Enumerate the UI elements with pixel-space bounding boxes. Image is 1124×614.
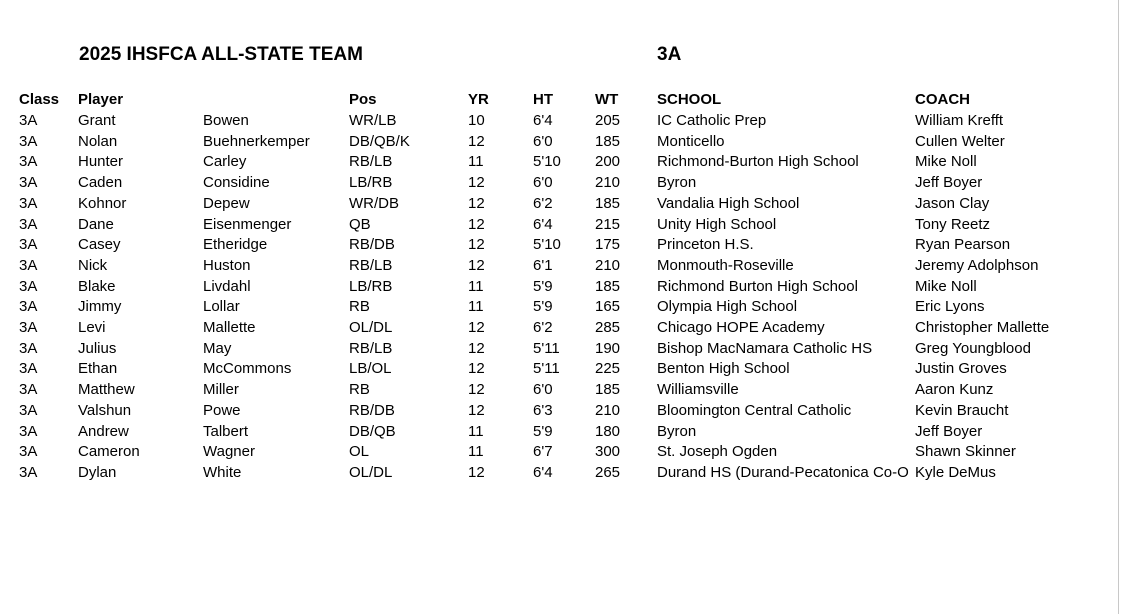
cell-school: Olympia High School	[657, 298, 798, 316]
cell-height: 6'1	[533, 256, 553, 274]
cell-coach: Greg Youngblood	[915, 339, 1031, 357]
header-coach: COACH	[915, 91, 970, 108]
cell-first-name: Blake	[78, 277, 116, 295]
table-row	[0, 235, 1124, 256]
cell-weight: 265	[595, 463, 621, 481]
table-row	[0, 215, 1124, 236]
cell-coach: Eric Lyons	[915, 298, 985, 316]
cell-height: 5'10	[533, 236, 561, 254]
header-pos: Pos	[349, 91, 377, 108]
table-row	[0, 173, 1124, 194]
cell-position: WR/DB	[349, 194, 399, 212]
cell-coach: Shawn Skinner	[915, 443, 1016, 461]
cell-height: 5'11	[533, 360, 560, 378]
cell-height: 5'11	[533, 339, 560, 357]
cell-last-name: Buehnerkemper	[203, 132, 310, 150]
cell-year: 11	[468, 298, 484, 316]
cell-position: RB	[349, 381, 370, 399]
cell-year: 12	[468, 132, 485, 150]
cell-year: 12	[468, 319, 485, 336]
header-player: Player	[78, 91, 124, 108]
cell-class: 3A	[19, 236, 38, 254]
cell-last-name: Carley	[203, 153, 247, 171]
table-row	[0, 277, 1124, 298]
cell-weight: 200	[595, 153, 621, 171]
cell-position: LB/RB	[349, 174, 393, 192]
cell-height: 6'0	[533, 132, 553, 150]
cell-coach: Cullen Welter	[915, 132, 1005, 150]
cell-last-name: Etheridge	[203, 236, 268, 254]
cell-year: 11	[468, 422, 484, 440]
cell-class: 3A	[19, 401, 38, 419]
cell-position: WR/LB	[349, 112, 397, 129]
cell-class: 3A	[19, 153, 38, 171]
cell-class: 3A	[19, 298, 38, 316]
cell-school: Monmouth-Roseville	[657, 256, 794, 274]
cell-year: 11	[468, 153, 484, 171]
cell-coach: Jason Clay	[915, 194, 990, 212]
cell-class: 3A	[19, 132, 38, 150]
cell-class: 3A	[19, 277, 38, 295]
cell-position: RB/LB	[349, 256, 393, 274]
cell-school: Williamsville	[657, 381, 739, 399]
cell-first-name: Matthew	[78, 381, 135, 399]
cell-position: OL/DL	[349, 319, 393, 336]
cell-height: 6'4	[533, 215, 553, 233]
cell-year: 12	[468, 236, 485, 254]
cell-last-name: White	[203, 463, 242, 481]
cell-class: 3A	[19, 463, 38, 481]
cell-weight: 190	[595, 339, 621, 357]
cell-school: Bishop MacNamara Catholic HS	[657, 339, 873, 357]
cell-coach: Mike Noll	[915, 277, 977, 295]
cell-height: 6'3	[533, 401, 553, 419]
cell-position: RB/LB	[349, 153, 393, 171]
cell-height: 6'4	[533, 463, 553, 481]
cell-position: DB/QB	[349, 422, 396, 440]
cell-year: 12	[468, 360, 485, 378]
cell-class: 3A	[19, 194, 38, 212]
cell-height: 6'4	[533, 112, 553, 129]
cell-height: 5'9	[533, 298, 553, 316]
cell-year: 11	[468, 443, 484, 461]
cell-coach: Aaron Kunz	[915, 381, 994, 399]
cell-position: RB/DB	[349, 401, 395, 419]
cell-school: Bloomington Central Catholic	[657, 401, 852, 419]
cell-class: 3A	[19, 256, 38, 274]
cell-weight: 180	[595, 422, 621, 440]
cell-school: Richmond-Burton High School	[657, 153, 859, 171]
cell-height: 5'9	[533, 277, 553, 295]
cell-first-name: Nolan	[78, 132, 118, 150]
cell-school: Vandalia High School	[657, 194, 800, 212]
cell-position: LB/RB	[349, 277, 393, 295]
cell-year: 12	[468, 381, 485, 399]
cell-weight: 210	[595, 401, 621, 419]
cell-last-name: McCommons	[203, 360, 292, 378]
cell-class: 3A	[19, 319, 38, 336]
cell-school: St. Joseph Ogden	[657, 443, 778, 461]
cell-first-name: Dylan	[78, 463, 117, 481]
table-row	[0, 401, 1124, 422]
cell-first-name: Grant	[78, 112, 116, 129]
cell-first-name: Ethan	[78, 360, 118, 378]
cell-first-name: Julius	[78, 339, 117, 357]
cell-class: 3A	[19, 422, 38, 440]
class-heading: 3A	[657, 44, 682, 65]
header-school: SCHOOL	[657, 91, 722, 108]
cell-height: 5'9	[533, 422, 553, 440]
table-row	[0, 442, 1124, 463]
table-row	[0, 422, 1124, 443]
cell-year: 12	[468, 463, 485, 481]
cell-coach: Tony Reetz	[915, 215, 991, 233]
cell-position: RB	[349, 298, 370, 316]
cell-weight: 165	[595, 298, 621, 316]
cell-first-name: Dane	[78, 215, 114, 233]
cell-class: 3A	[19, 215, 38, 233]
cell-year: 12	[468, 401, 485, 419]
cell-school: IC Catholic Prep	[657, 112, 767, 129]
cell-weight: 225	[595, 360, 621, 378]
cell-position: OL/DL	[349, 463, 393, 481]
cell-first-name: Valshun	[78, 401, 132, 419]
cell-weight: 185	[595, 132, 621, 150]
cell-weight: 205	[595, 112, 621, 129]
cell-first-name: Nick	[78, 256, 108, 274]
cell-class: 3A	[19, 339, 38, 357]
cell-coach: William Krefft	[915, 112, 1004, 129]
cell-first-name: Hunter	[78, 153, 124, 171]
cell-year: 12	[468, 339, 485, 357]
cell-school: Chicago HOPE Academy	[657, 319, 825, 336]
cell-coach: Kyle DeMus	[915, 463, 996, 481]
cell-year: 12	[468, 174, 485, 192]
cell-last-name: Depew	[203, 194, 250, 212]
cell-last-name: Bowen	[203, 112, 249, 129]
cell-coach: Ryan Pearson	[915, 236, 1011, 254]
cell-school: Durand HS (Durand-Pecatonica Co-O	[657, 463, 909, 481]
cell-weight: 175	[595, 236, 621, 254]
table-row	[0, 380, 1124, 401]
header-yr: YR	[468, 91, 489, 108]
cell-coach: Jeff Boyer	[915, 174, 983, 192]
cell-first-name: Kohnor	[78, 194, 127, 212]
cell-class: 3A	[19, 360, 38, 378]
cell-coach: Mike Noll	[915, 153, 977, 171]
cell-school: Benton High School	[657, 360, 790, 378]
cell-year: 11	[468, 277, 484, 295]
cell-class: 3A	[19, 381, 38, 399]
cell-coach: Jeremy Adolphson	[915, 256, 1039, 274]
cell-height: 6'7	[533, 443, 553, 461]
header-ht: HT	[533, 91, 553, 108]
cell-height: 5'10	[533, 153, 561, 171]
cell-position: LB/OL	[349, 360, 392, 378]
cell-position: OL	[349, 443, 370, 461]
cell-position: RB/LB	[349, 339, 393, 357]
cell-class: 3A	[19, 443, 38, 461]
cell-height: 6'2	[533, 194, 553, 212]
header-wt: WT	[595, 91, 619, 108]
cell-last-name: Wagner	[203, 443, 255, 461]
cell-first-name: Cameron	[78, 443, 140, 461]
cell-first-name: Jimmy	[78, 298, 122, 316]
cell-school: Byron	[657, 174, 697, 192]
cell-last-name: Powe	[203, 401, 241, 419]
cell-weight: 185	[595, 277, 621, 295]
cell-weight: 210	[595, 256, 621, 274]
table-row	[0, 339, 1124, 360]
table-row	[0, 297, 1124, 318]
cell-class: 3A	[19, 112, 38, 129]
cell-last-name: Lollar	[203, 298, 240, 316]
cell-last-name: May	[203, 339, 232, 357]
cell-height: 6'0	[533, 174, 553, 192]
cell-school: Princeton H.S.	[657, 236, 754, 254]
cell-first-name: Levi	[78, 319, 106, 336]
cell-weight: 185	[595, 381, 621, 399]
cell-coach: Justin Groves	[915, 360, 1007, 378]
cell-school: Byron	[657, 422, 697, 440]
table-row	[0, 132, 1124, 153]
table-row	[0, 256, 1124, 277]
cell-class: 3A	[19, 174, 38, 192]
document-title: 2025 IHSFCA ALL-STATE TEAM	[79, 44, 363, 65]
cell-coach: Kevin Braucht	[915, 401, 1009, 419]
cell-coach: Jeff Boyer	[915, 422, 983, 440]
cell-school: Richmond Burton High School	[657, 277, 858, 295]
cell-last-name: Mallette	[203, 319, 256, 336]
table-row	[0, 194, 1124, 215]
table-row	[0, 463, 1124, 484]
cell-last-name: Considine	[203, 174, 270, 192]
cell-year: 10	[468, 112, 485, 129]
cell-position: DB/QB/K	[349, 132, 410, 150]
table-row	[0, 359, 1124, 380]
cell-position: QB	[349, 215, 371, 233]
cell-position: RB/DB	[349, 236, 395, 254]
cell-year: 12	[468, 256, 485, 274]
cell-height: 6'2	[533, 319, 553, 336]
table-row	[0, 152, 1124, 173]
table-row	[0, 318, 1124, 339]
cell-weight: 300	[595, 443, 621, 461]
cell-year: 12	[468, 215, 485, 233]
cell-weight: 185	[595, 194, 621, 212]
cell-weight: 215	[595, 215, 621, 233]
table-row	[0, 111, 1124, 132]
cell-year: 12	[468, 194, 485, 212]
cell-last-name: Eisenmenger	[203, 215, 292, 233]
cell-coach: Christopher Mallette	[915, 319, 1050, 336]
cell-first-name: Casey	[78, 236, 121, 254]
cell-last-name: Talbert	[203, 422, 249, 440]
cell-first-name: Caden	[78, 174, 123, 192]
cell-weight: 285	[595, 319, 621, 336]
cell-height: 6'0	[533, 381, 553, 399]
cell-last-name: Livdahl	[203, 277, 251, 295]
cell-last-name: Huston	[203, 256, 251, 274]
cell-last-name: Miller	[203, 381, 239, 399]
header-class: Class	[19, 91, 60, 108]
cell-weight: 210	[595, 174, 621, 192]
cell-school: Monticello	[657, 132, 725, 150]
cell-first-name: Andrew	[78, 422, 129, 440]
cell-school: Unity High School	[657, 215, 777, 233]
